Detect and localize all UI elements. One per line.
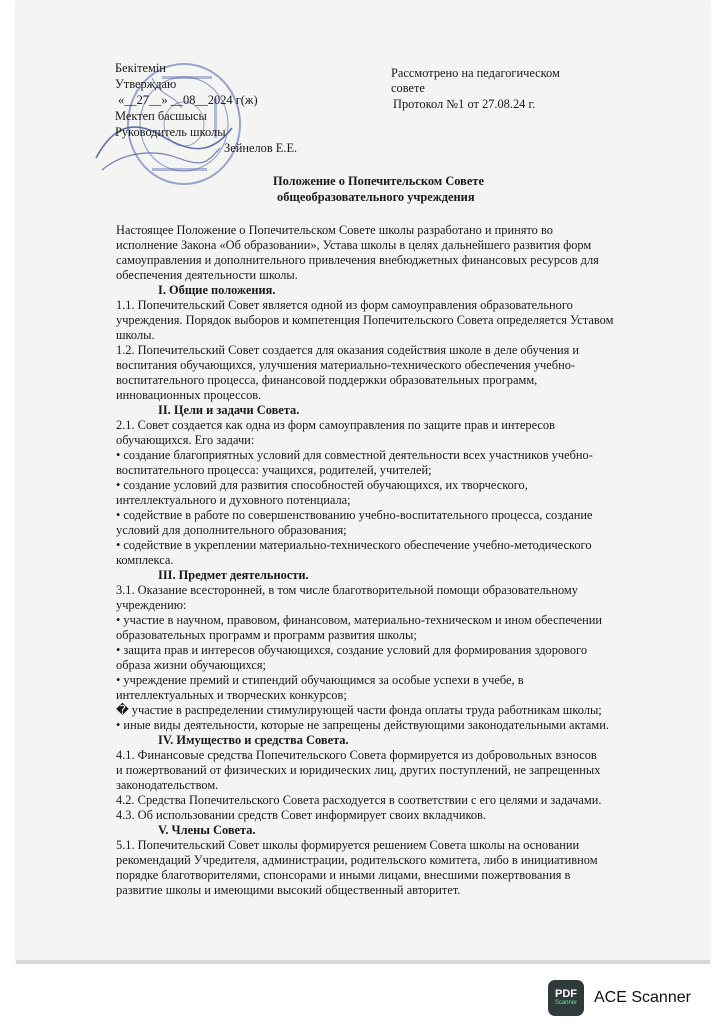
scanner-brand-name: ACE Scanner bbox=[594, 989, 691, 1006]
body-line: учреждения. Порядок выборов и компетенция Попечительского Совета определяется Уставом bbox=[116, 313, 614, 327]
body-line: 2.1. Совет создается как одна из форм самоуправления по защите прав и интересов bbox=[116, 418, 555, 432]
body-line: интеллектуальных и творческих конкурсов; bbox=[116, 688, 347, 702]
body-line: обеспечения деятельности школы. bbox=[116, 268, 298, 282]
section-heading: V. Члены Совета. bbox=[158, 823, 256, 837]
body-line: • создание благоприятных условий для совместной деятельности всех участников учебно- bbox=[116, 448, 593, 462]
document-title-line1: Положение о Попечительском Совете bbox=[273, 174, 484, 188]
body-line: • содействие в работе по совершенствованию учебно-воспитательного процесса, создание bbox=[116, 508, 593, 522]
body-line: 4.2. Средства Попечительского Совета расходуется в соответствии с его целями и задачами. bbox=[116, 793, 602, 807]
page-edge-shadow bbox=[16, 960, 710, 964]
header-protocol: Протокол №1 от 27.08.24 г. bbox=[393, 97, 536, 111]
section-heading: II. Цели и задачи Совета. bbox=[158, 403, 300, 417]
body-line: самоуправления и дополнительного привлечения внебюджетных финансовых ресурсов для bbox=[116, 253, 599, 267]
body-line: развитие школы и имеющими высокий общественный авторитет. bbox=[116, 883, 461, 897]
body-line: � участие в распределении стимулирующей части фонда оплаты труда работникам школы; bbox=[116, 703, 602, 717]
body-line: порядке благотворителями, спонсорами и иными лицами, внесшими пожертвования в bbox=[116, 868, 571, 882]
body-line: 4.1. Финансовые средства Попечительского Совета формируется из добровольных взносов bbox=[116, 748, 597, 762]
header-head-name: Зейнелов Е.Е. bbox=[224, 141, 298, 155]
body-line: образовательных программ и программ развития школы; bbox=[116, 628, 417, 642]
body-line: • участие в научном, правовом, финансовом, материально-техническом и ином обеспечении bbox=[116, 613, 603, 627]
scanner-watermark bbox=[548, 980, 691, 1016]
body-line: образа жизни обучающихся; bbox=[116, 658, 266, 672]
section-heading: IV. Имущество и средства Совета. bbox=[158, 733, 349, 747]
header-approve-kz: Бекітемін bbox=[115, 61, 166, 75]
body-line: • учреждение премий и стипендий обучающимся за особые успехи в учебе, в bbox=[116, 673, 524, 687]
body-line: • создание условий для развития способностей обучающихся, их творческого, bbox=[116, 478, 528, 492]
body-line: 5.1. Попечительский Совет школы формируется решением Совета школы на основании bbox=[116, 838, 580, 852]
body-line: 1.2. Попечительский Совет создается для оказания содействия школе в деле обучения и bbox=[116, 343, 580, 357]
header-head-ru: Руководитель школы bbox=[115, 125, 226, 139]
body-line: комплекса. bbox=[116, 553, 174, 567]
body-line: школы. bbox=[116, 328, 155, 342]
body-line: • иные виды деятельности, которые не запрещены действующими законодательными актами. bbox=[116, 718, 609, 732]
body-line: учреждению: bbox=[116, 598, 187, 612]
body-line: 1.1. Попечительский Совет является одной из форм самоуправления образовательного bbox=[116, 298, 573, 312]
document-title-line2: общеобразовательного учреждения bbox=[277, 190, 475, 204]
body-line: Настоящее Положение о Попечительском Совете школы разработано и принято во bbox=[116, 223, 553, 237]
header-approve-ru: Утверждаю bbox=[115, 77, 177, 91]
body-line: 3.1. Оказание всесторонней, в том числе благотворительной помощи образовательному bbox=[116, 583, 578, 597]
body-line: обучающихся. Его задачи: bbox=[116, 433, 255, 447]
body-line: условий для дополнительного образования; bbox=[116, 523, 347, 537]
body-line: интеллектуального и духовного потенциала; bbox=[116, 493, 351, 507]
header-head-kz: Мектеп басшысы bbox=[115, 109, 207, 123]
body-line: 4.3. Об использовании средств Совет информирует своих вкладчиков. bbox=[116, 808, 486, 822]
body-line: инновационных процессов. bbox=[116, 388, 262, 402]
body-line: • содействие в укреплении материально-технического обеспечение учебно-методического bbox=[116, 538, 592, 552]
body-line: • защита прав и интересов обучающихся, создание условий для формирования здорового bbox=[116, 643, 588, 657]
body-line: воспитательного процесса, финансовой поддержки образовательных программ, bbox=[116, 373, 538, 387]
section-heading: III. Предмет деятельности. bbox=[158, 568, 309, 582]
header-approve-date: «__27__» __08__2024 г(ж) bbox=[118, 93, 258, 107]
body-line: рекомендаций Учредителя, администрации, родительского комитета, либо в инициативном bbox=[116, 853, 598, 867]
header-reviewed-line2: совете bbox=[391, 81, 425, 95]
header-reviewed-line1: Рассмотрено на педагогическом bbox=[391, 66, 560, 80]
body-line: и пожертвований от физических и юридических лиц, других поступлений, не запрещенных bbox=[116, 763, 601, 777]
pdf-scanner-icon: PDF Scanner bbox=[548, 980, 584, 1016]
section-heading: I. Общие положения. bbox=[158, 283, 276, 297]
body-line: воспитательного процесса: учащихся, родителей, учителей; bbox=[116, 463, 432, 477]
body-line: воспитания обучающихся, улучшения материально-технического обеспечения учебно- bbox=[116, 358, 576, 372]
body-line: законодательством. bbox=[116, 778, 219, 792]
body-line: исполнение Закона «Об образовании», Устава школы в целях дальнейшего развития форм bbox=[116, 238, 592, 252]
